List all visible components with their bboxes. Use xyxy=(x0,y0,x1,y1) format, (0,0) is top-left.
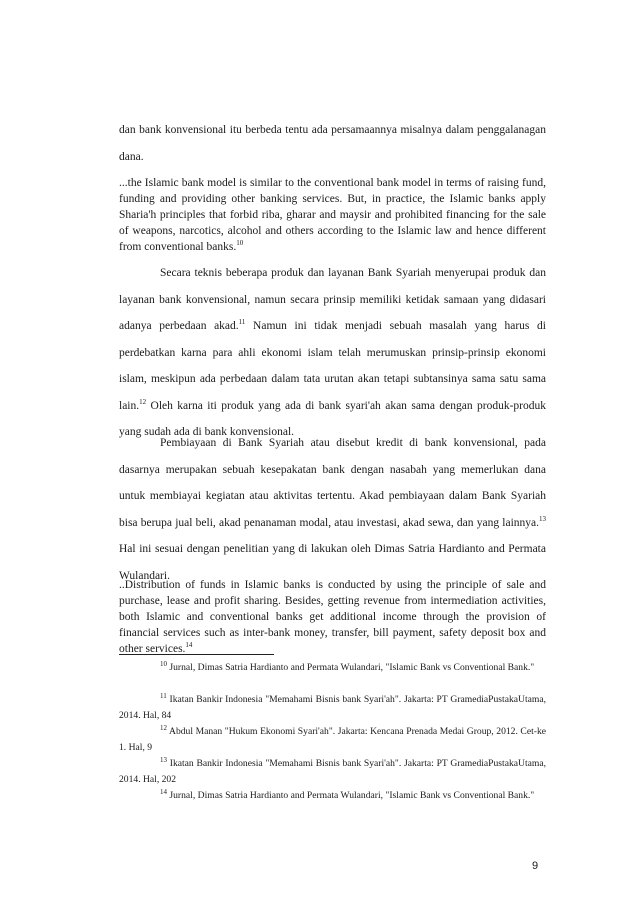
paragraph-text: dan bank konvensional itu berbeda tentu ada persamaannya misalnya dalam penggalanagan dana. xyxy=(119,124,546,163)
block-quote-english-2 xyxy=(119,577,546,657)
footnote-ref: 14 xyxy=(185,641,193,650)
footnote-12 xyxy=(119,724,546,755)
footnote-10 xyxy=(119,660,546,676)
footnote-ref: 13 xyxy=(539,514,546,523)
footnote-ref: 10 xyxy=(236,239,244,248)
footnote-11 xyxy=(119,692,546,723)
footnote-14 xyxy=(119,788,546,804)
paragraph-financing xyxy=(119,430,546,589)
paragraph-text: Oleh karna iti produk yang ada di bank syari'ah akan sama dengan produk-produk yang sudah ada di bank konvensional. xyxy=(119,399,546,438)
footnote-text: Jurnal, Dimas Satria Hardianto and Permata Wulandari, "Islamic Bank vs Conventional Bank." xyxy=(167,662,535,673)
footnote-number: 10 xyxy=(160,659,167,668)
footnote-separator xyxy=(119,654,274,655)
footnote-text: Jurnal, Dimas Satria Hardianto and Permata Wulandari, "Islamic Bank vs Conventional Bank." xyxy=(167,790,535,801)
paragraph-text: Hal ini sesuai dengan penelitian yang di lakukan oleh Dimas Satria Hardianto and Permata Wulandari. xyxy=(119,543,546,582)
footnote-ref: 12 xyxy=(139,397,147,406)
footnote-text: Ikatan Bankir Indonesia "Memahami Bisnis bank Syari'ah". Jakarta: PT GramediaPustakaUtama, 2014. Hal, 202 xyxy=(119,758,546,785)
footnote-number: 12 xyxy=(160,723,167,732)
footnote-number: 14 xyxy=(160,787,167,796)
block-quote-english-1 xyxy=(119,175,546,255)
paragraph-continuation xyxy=(119,117,546,170)
page-number: 9 xyxy=(532,860,539,872)
quote-text: ..Distribution of funds in Islamic banks is conducted by using the principle of sale and purchase, lease and profit sharing. Besides, getting revenue from intermediation activities, both Islamic and conventional banks get additional income through the provision of financial services such as inter-bank money, transfer, bill payment, safety deposit box and other services. xyxy=(119,579,546,655)
footnote-text: Abdul Manan "Hukum Ekonomi Syari'ah". Jakarta: Kencana Prenada Medai Group, 2012. Cet-ke 1. Hal, 9 xyxy=(119,726,546,753)
paragraph-text: Namun ini tidak menjadi sebuah masalah yang harus di perdebatkan karna para ahli ekonomi islam telah merumuskan prinsip-prinsip ekonomi islam, meskipun ada perbedaan dalam tata urutan akan tetapi subtansinya sama satu sama lain. xyxy=(119,320,546,412)
quote-text: ...the Islamic bank model is similar to the conventional bank model in terms of raising fund, funding and providing other banking services. But, in practice, the Islamic banks apply Sharia'h principles that forbid riba, gharar and maysir and prohibited financing for the sale of weapons, narcotics, alcohol and others according to the Islamic law and hence different from conventional banks. xyxy=(119,177,546,253)
paragraph-text: Secara teknis beberapa produk dan layanan Bank Syariah menyerupai produk dan layanan bank konvensional, namun secara prinsip memiliki ketidak samaan yang didasari adanya perbedaan akad. xyxy=(119,267,546,332)
footnote-text: Ikatan Bankir Indonesia "Memahami Bisnis bank Syari'ah". Jakarta: PT GramediaPustakaUtama, 2014. Hal, 84 xyxy=(119,694,546,721)
footnote-number: 11 xyxy=(160,691,167,700)
paragraph-technical-products xyxy=(119,260,546,446)
paragraph-text: Pembiayaan di Bank Syariah atau disebut kredit di bank konvensional, pada dasarnya merupakan sebuah kesepakatan bank dengan nasabah yang memerlukan dana untuk membiayai kegiatan atau aktivitas tertentu. Akad pembiayaan dalam Bank Syariah bisa berupa jual beli, akad penanaman modal, atau investasi, akad sewa, dan yang lainnya. xyxy=(119,437,546,529)
footnote-ref: 11 xyxy=(238,318,246,327)
footnote-13 xyxy=(119,756,546,787)
footnote-number: 13 xyxy=(160,755,167,764)
